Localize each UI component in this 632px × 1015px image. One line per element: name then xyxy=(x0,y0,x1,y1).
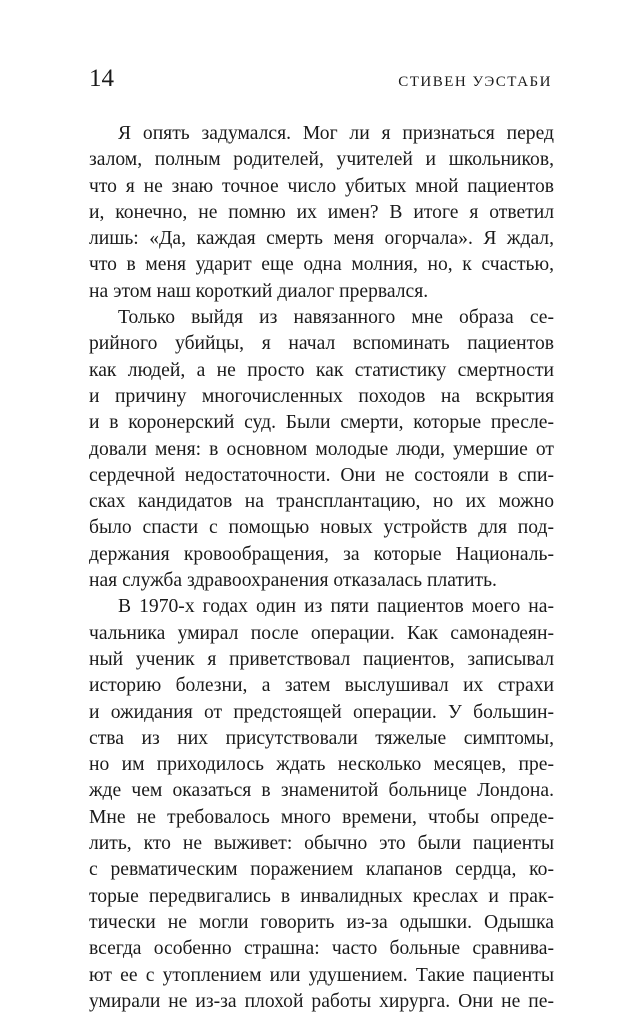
text-line: как людей, а не просто как статистику смертности xyxy=(89,359,554,381)
text-line: чальника умирал после операции. Как самонадеян- xyxy=(89,622,554,644)
text-line: было спасти с помощью новых устройств для под- xyxy=(89,517,554,539)
paragraph xyxy=(89,121,554,305)
text-line: и ожидания от предстоящей операции. У большин- xyxy=(89,701,554,723)
text-line: довали меня: в основном молодые люди, умершие от xyxy=(89,438,554,460)
text-line: сках кандидатов на трансплантацию, но их можно xyxy=(89,491,554,513)
text-line: ный ученик я приветствовал пациентов, записывал xyxy=(89,648,554,670)
text-line: залом, полным родителей, учителей и школьников, xyxy=(89,149,554,171)
text-line: ют ее с утоплением или удушением. Такие пациенты xyxy=(89,964,554,986)
text-line: что в меня ударит еще одна молния, но, к счастью, xyxy=(89,254,554,276)
running-header-title: СТИВЕН УЭСТАБИ xyxy=(398,74,552,90)
text-line: торые передвигались в инвалидных креслах и прак- xyxy=(89,885,554,907)
text-line: и причину многочисленных походов на вскрытия xyxy=(89,385,554,407)
text-line: рийного убийцы, я начал вспоминать пациентов xyxy=(89,333,554,355)
page-number: 14 xyxy=(89,65,114,92)
text-line: и, конечно, не помню их имен? В итоге я ответил xyxy=(89,201,554,223)
text-line: на этом наш короткий диалог прервался. xyxy=(89,280,429,302)
text-line: и в коронерский суд. Были смерти, которые пресле- xyxy=(89,412,554,434)
text-line: умирали не из-за плохой работы хирурга. Они не пе- xyxy=(89,990,554,1012)
text-line: но им приходилось ждать несколько месяцев, пре- xyxy=(89,754,554,776)
text-line: лить, кто не выживет: обычно это были пациенты xyxy=(89,833,554,855)
text-line: Я опять задумался. Мог ли я признаться перед xyxy=(118,123,554,144)
body-text xyxy=(89,121,554,1015)
text-line: Мне не требовалось много времени, чтобы опреде- xyxy=(89,806,554,828)
text-line: держания кровообращения, за которые Националь- xyxy=(89,543,554,565)
paragraph xyxy=(89,305,554,594)
text-line: ства из них присутствовали тяжелые симптомы, xyxy=(89,727,554,749)
text-line: Только выйдя из навязанного мне образа се- xyxy=(118,307,554,329)
paragraph xyxy=(89,594,554,1015)
text-line: В 1970-х годах один из пяти пациентов моего на- xyxy=(118,596,554,618)
text-line: что я не знаю точное число убитых мной пациентов xyxy=(89,175,554,197)
text-line: с ревматическим поражением клапанов сердца, ко- xyxy=(89,859,554,881)
text-line: сердечной недостаточности. Они не состояли в спи- xyxy=(89,464,554,486)
text-line: жде чем оказаться в знаменитой больнице Лондона. xyxy=(89,780,554,802)
text-line: историю болезни, а затем выслушивал их страхи xyxy=(89,675,554,697)
text-line: всегда особенно страшна: часто больные сравнива- xyxy=(89,938,554,960)
text-line: лишь: «Да, каждая смерть меня огорчала». Я ждал, xyxy=(89,228,554,250)
text-line: тически не могли говорить из-за одышки. Одышка xyxy=(89,911,554,933)
text-line: ная служба здравоохранения отказалась платить. xyxy=(89,570,497,592)
